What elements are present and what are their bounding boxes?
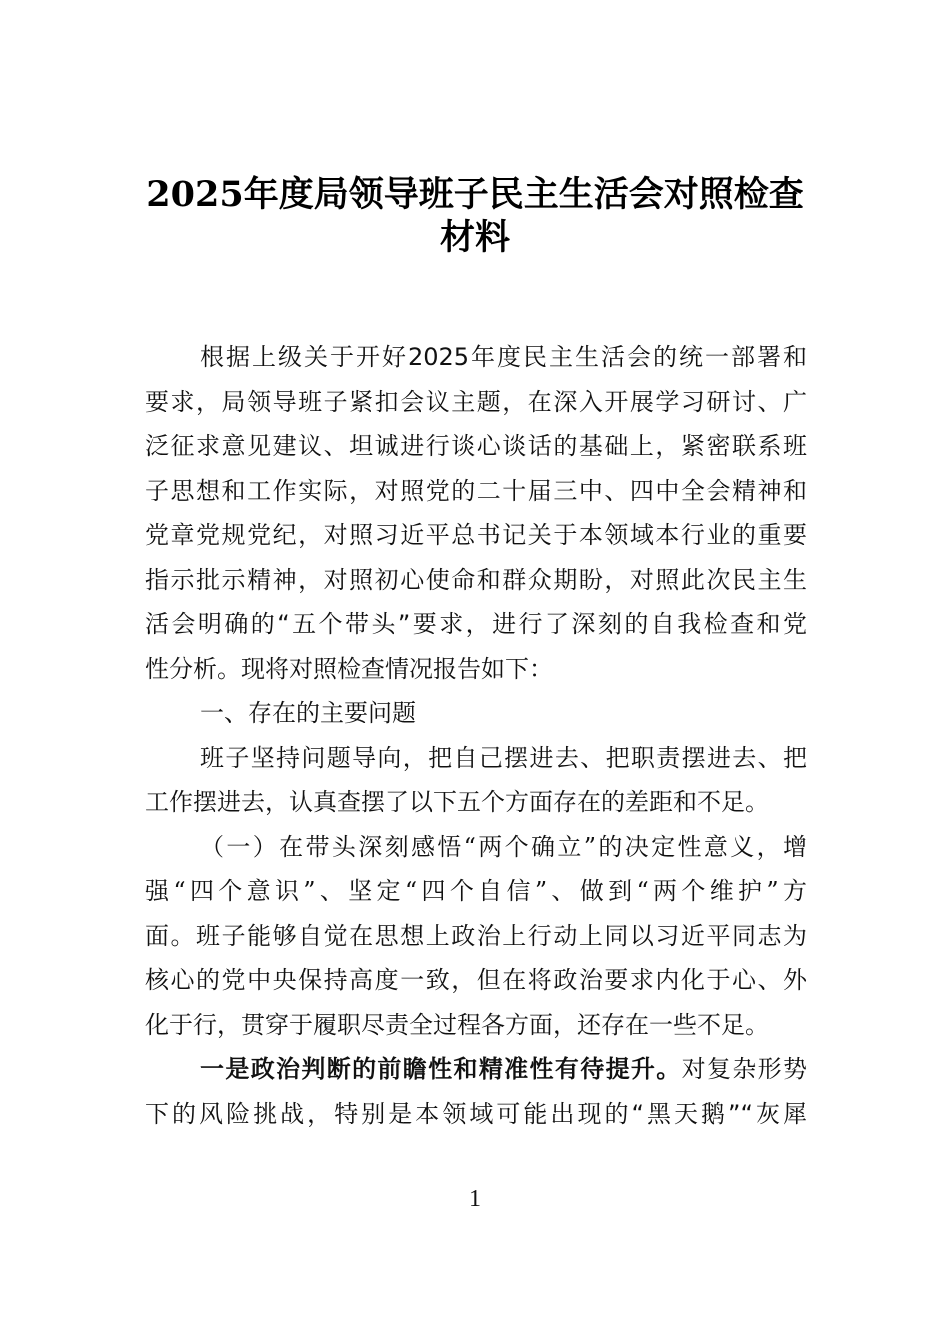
intro-line: 指示批示精神，对照初心使命和群众期盼，对照此次民主生 [145,565,807,594]
subsection-heading-line: 强“四个意识”、坚定“四个自信”、做到“两个维护”方 [145,877,807,905]
section-intro-line: 工作摆进去，认真查摆了以下五个方面存在的差距和不足。 [145,788,769,816]
document-body [145,335,807,1136]
point-bold-lead: 一是政治判断的前瞻性和精准性有待提升。 [200,1055,682,1083]
point-line [145,1047,807,1092]
intro-line: 党章党规党纪，对照习近平总书记关于本领域本行业的重要 [145,521,807,549]
intro-line: 子思想和工作实际，对照党的二十届三中、四中全会精神和 [145,476,807,505]
point-text: 对复杂形势 [681,1055,808,1083]
document-title-line-2: 材料 [439,217,510,258]
intro-line: 性分析。现将对照检查情况报告如下： [145,654,553,683]
subsection-body-line: 核心的党中央保持高度一致，但在将政治要求内化于心、外 [145,966,807,994]
intro-line: 根据上级关于开好2025年度民主生活会的统一部署和 [200,343,807,371]
subsection-body-start: 班子能够自觉在思想上政治上行动上同以习近平同志为 [196,921,808,950]
intro-line: 泛征求意见建议、坦诚进行谈心谈话的基础上，紧密联系班 [145,432,807,460]
subsection-heading-line: （一）在带头深刻感悟“两个确立”的决定性意义，增 [200,832,807,861]
subsection-mixed-line [145,914,807,959]
page-number: 1 [469,1186,481,1212]
document-title-line-1: 2025年度局领导班子民主生活会对照检查 [146,174,804,215]
intro-line: 活会明确的“五个带头”要求，进行了深刻的自我检查和党 [145,610,807,638]
subsection-body-line: 化于行，贯穿于履职尽责全过程各方面，还存在一些不足。 [145,1010,769,1039]
subsection-heading-end: 面。 [145,921,197,950]
intro-line: 要求，局领导班子紧扣会议主题，在深入开展学习研讨、广 [145,387,807,416]
section-intro-line: 班子坚持问题导向，把自己摆进去、把职责摆进去、把 [200,743,807,772]
point-line: 下的风险挑战，特别是本领域可能出现的“黑天鹅”“灰犀 [145,1099,807,1128]
section-heading: 一、存在的主要问题 [200,699,416,727]
